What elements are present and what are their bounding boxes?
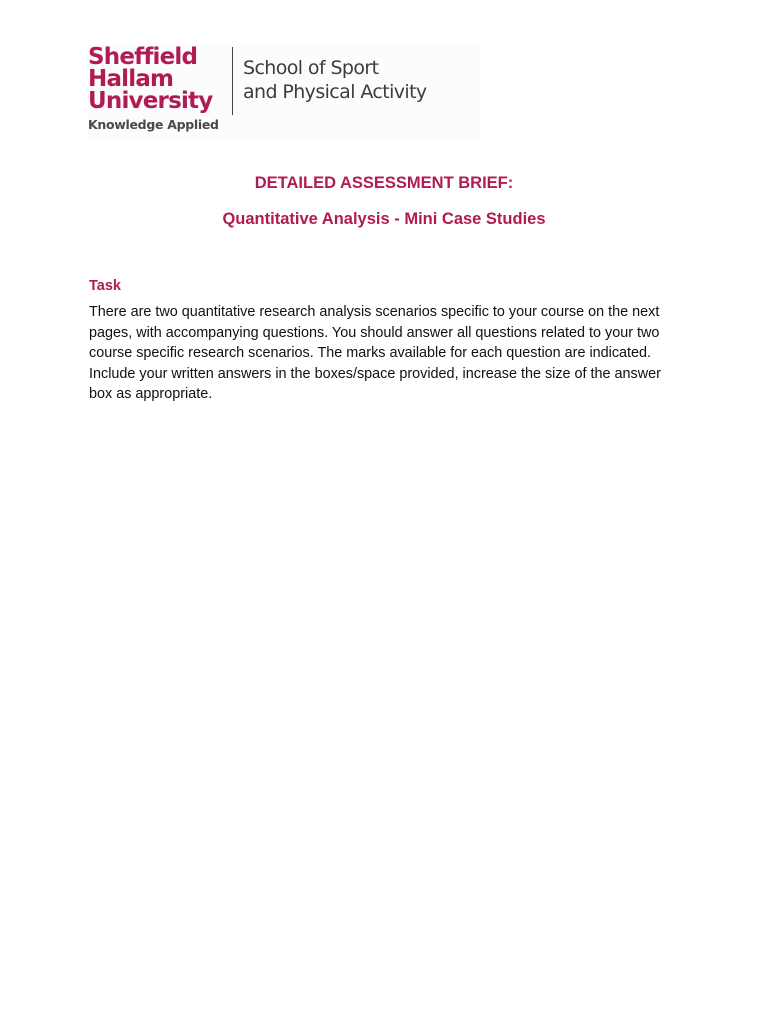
logo-line-3: University: [88, 88, 213, 114]
logo-tagline: Knowledge Applied: [88, 117, 219, 132]
school-name: [243, 56, 427, 104]
school-name-line-2: and Physical Activity: [243, 81, 427, 103]
logo-line-1: Sheffield: [88, 44, 198, 70]
document-subtitle: Quantitative Analysis - Mini Case Studies: [222, 210, 546, 228]
task-heading: Task: [89, 278, 121, 294]
document-title: DETAILED ASSESSMENT BRIEF:: [254, 174, 514, 192]
task-description: There are two quantitative research analysis scenarios specific to your course on the next pages, with accompanying questions. You should answer all questions related to your two course specific research scenarios. The marks available for each question are indicated. Include your written answers in the boxes/space provided, increase the size of the answer box as appropriate.: [89, 304, 661, 403]
university-logo: [88, 46, 480, 138]
logo-line-2: Hallam: [88, 66, 174, 92]
logo-wordmark: [88, 46, 222, 132]
logo-divider: [232, 47, 233, 115]
school-name-line-1: School of Sport: [243, 57, 379, 79]
